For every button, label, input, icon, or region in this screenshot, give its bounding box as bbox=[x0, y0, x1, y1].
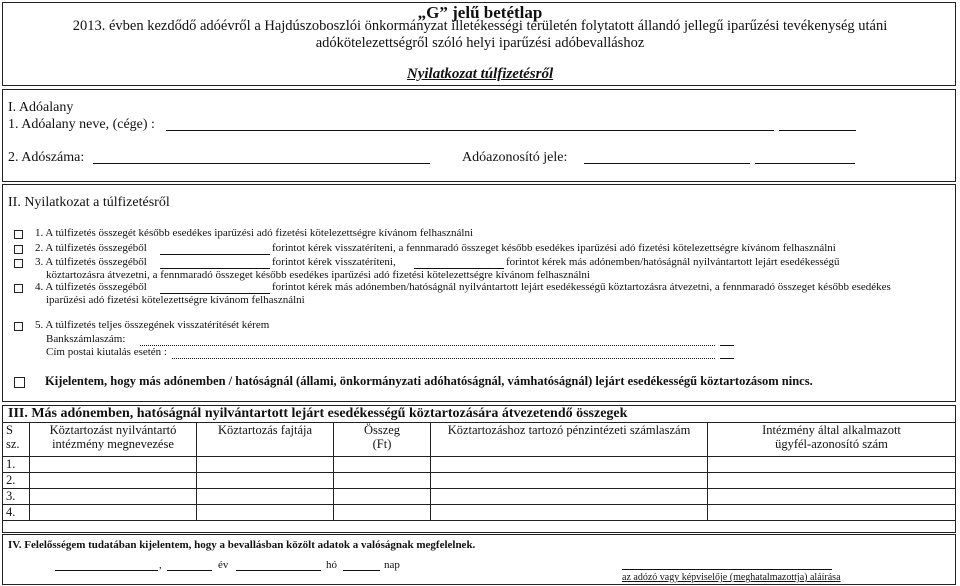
month-field[interactable] bbox=[236, 570, 321, 571]
cell-amount[interactable] bbox=[334, 505, 431, 521]
section-overpayment bbox=[2, 184, 956, 402]
option5-checkbox[interactable] bbox=[14, 322, 23, 331]
col-header-account: Köztartozáshoz tartozó pénzintézeti számlaszám bbox=[431, 423, 708, 457]
bank-account-field-end[interactable] bbox=[720, 345, 734, 346]
option1-checkbox[interactable] bbox=[14, 230, 23, 239]
form-title: „G” jelű betétlap bbox=[417, 3, 543, 22]
year-label: év bbox=[218, 559, 229, 571]
cell-client-id[interactable] bbox=[708, 473, 956, 489]
tax-number-label: 2. Adószáma: bbox=[8, 150, 85, 165]
option4-text-b: forintot kérek más adónemben/hatóságnál nyilvántartott lejárt esedékességű köztartozásra átvezetni, a fennmaradó összeget később esedékes bbox=[272, 281, 891, 293]
col-header-client-id: Intézmény által alkalmazott ügyfél-azonosító szám bbox=[708, 423, 956, 457]
table-row bbox=[3, 505, 956, 521]
cell-institution[interactable] bbox=[30, 489, 197, 505]
table-row bbox=[3, 489, 956, 505]
row-number: 1. bbox=[3, 457, 30, 473]
signature-label: az adózó vagy képviselője (meghatalmazottja) aláírása bbox=[622, 572, 841, 583]
cell-debt-type[interactable] bbox=[197, 473, 334, 489]
year-field[interactable] bbox=[167, 570, 212, 571]
cell-amount[interactable] bbox=[334, 473, 431, 489]
option2-amount-field[interactable] bbox=[160, 254, 270, 255]
option2-text-a: 2. A túlfizetés összegéből bbox=[35, 242, 147, 254]
row-number: 3. bbox=[3, 489, 30, 505]
debt-transfer-table bbox=[2, 422, 956, 521]
option4-checkbox[interactable] bbox=[14, 284, 23, 293]
option2-checkbox[interactable] bbox=[14, 245, 23, 254]
taxpayer-name-label: 1. Adóalany neve, (cége) : bbox=[8, 117, 155, 132]
tax-id-field[interactable] bbox=[584, 163, 750, 164]
section4-heading: IV. Felelősségem tudatában kijelentem, hogy a bevallásban közölt adatok a valóságnak megfelelnek. bbox=[8, 539, 476, 551]
cell-amount[interactable] bbox=[334, 489, 431, 505]
day-field[interactable] bbox=[343, 570, 380, 571]
section3-heading: III. Más adónemben, hatóságnál nyilvántartott lejárt esedékességű köztartozására átvezetendő összegek bbox=[8, 406, 628, 421]
col-header-amount: Összeg (Ft) bbox=[334, 423, 431, 457]
col-header-debt-type: Köztartozás fajtája bbox=[197, 423, 334, 457]
cell-client-id[interactable] bbox=[708, 457, 956, 473]
section2-heading: II. Nyilatkozat a túlfizetésről bbox=[8, 195, 170, 210]
no-debt-statement: Kijelentem, hogy más adónemben / hatóságnál (állami, önkormányzati adóhatóságnál, vámhatóságnál) lejárt esedékességű köztartozásom nincs. bbox=[45, 374, 813, 388]
day-label: nap bbox=[384, 559, 400, 571]
table-header-row bbox=[3, 423, 956, 457]
cell-debt-type[interactable] bbox=[197, 489, 334, 505]
option3-text-b: forintot kérek visszatéríteni, bbox=[272, 256, 396, 268]
section-taxpayer bbox=[2, 89, 956, 182]
cell-client-id[interactable] bbox=[708, 489, 956, 505]
bank-account-field[interactable] bbox=[140, 345, 715, 346]
taxpayer-name-field[interactable] bbox=[166, 130, 774, 131]
table-row bbox=[3, 457, 956, 473]
option1-text: 1. A túlfizetés összegét később esedékes iparűzési adó fizetési kötelezettségre kívánom felhasználni bbox=[35, 227, 474, 239]
cell-debt-type[interactable] bbox=[197, 505, 334, 521]
table-row bbox=[3, 473, 956, 489]
option4-text-c: iparűzési adó fizetési kötelezettségre kívánom felhasználni bbox=[46, 294, 305, 306]
cell-account[interactable] bbox=[431, 473, 708, 489]
bank-account-label: Bankszámlaszám: bbox=[46, 333, 126, 345]
col-header-institution: Köztartozást nyilvántartó intézmény megnevezése bbox=[30, 423, 197, 457]
cell-account[interactable] bbox=[431, 457, 708, 473]
cell-account[interactable] bbox=[431, 489, 708, 505]
option2-text-b: forintot kérek visszatéríteni, a fennmaradó összeget később esedékes iparűzési adó fizetési kötelezettségre kívánom felhasználni bbox=[272, 242, 836, 254]
place-field[interactable] bbox=[55, 570, 158, 571]
postal-address-label: Cím postai kiutalás esetén : bbox=[46, 346, 167, 358]
postal-address-field-end[interactable] bbox=[720, 358, 734, 359]
cell-debt-type[interactable] bbox=[197, 457, 334, 473]
col-header-number: S sz. bbox=[3, 423, 30, 457]
tax-id-label: Adóazonosító jele: bbox=[462, 150, 568, 165]
postal-address-field[interactable] bbox=[172, 358, 715, 359]
month-label: hó bbox=[326, 559, 337, 571]
comma-separator: , bbox=[159, 559, 162, 571]
option3-text-c: forintot kérek más adónemben/hatóságnál nyilvántartott lejárt esedékességű bbox=[506, 256, 840, 268]
section1-heading: I. Adóalany bbox=[8, 100, 74, 115]
cell-amount[interactable] bbox=[334, 457, 431, 473]
cell-institution[interactable] bbox=[30, 473, 197, 489]
option3-checkbox[interactable] bbox=[14, 259, 23, 268]
form-subtitle-line1: 2013. évben kezdődő adóévről a Hajdúszoboszlói önkormányzat illetékességi területén folytatott állandó jellegű iparűzési tevékenység utáni bbox=[72, 18, 888, 34]
row-number: 4. bbox=[3, 505, 30, 521]
cell-institution[interactable] bbox=[30, 505, 197, 521]
row-number: 2. bbox=[3, 473, 30, 489]
cell-account[interactable] bbox=[431, 505, 708, 521]
form-subtitle-line2: adókötelezettségről szóló helyi iparűzési adóbevalláshoz bbox=[315, 35, 645, 51]
option4-text-a: 4. A túlfizetés összegéből bbox=[35, 281, 147, 293]
tax-number-field[interactable] bbox=[93, 163, 430, 164]
no-debt-checkbox[interactable] bbox=[14, 377, 25, 388]
option5-text: 5. A túlfizetés teljes összegének visszatérítését kérem bbox=[35, 319, 270, 331]
cell-institution[interactable] bbox=[30, 457, 197, 473]
option3-text-d: köztartozásra átvezetni, a fennmaradó összeget később esedékes iparűzési adó fizetési kötelezettségre kívánom felhasználni bbox=[46, 269, 590, 281]
taxpayer-name-field-end[interactable] bbox=[779, 130, 856, 131]
declaration-title: Nyilatkozat túlfizetésről bbox=[406, 66, 554, 82]
option3-text-a: 3. A túlfizetés összegéből bbox=[35, 256, 147, 268]
signature-field[interactable] bbox=[622, 569, 832, 570]
tax-id-field-end[interactable] bbox=[755, 163, 855, 164]
cell-client-id[interactable] bbox=[708, 505, 956, 521]
